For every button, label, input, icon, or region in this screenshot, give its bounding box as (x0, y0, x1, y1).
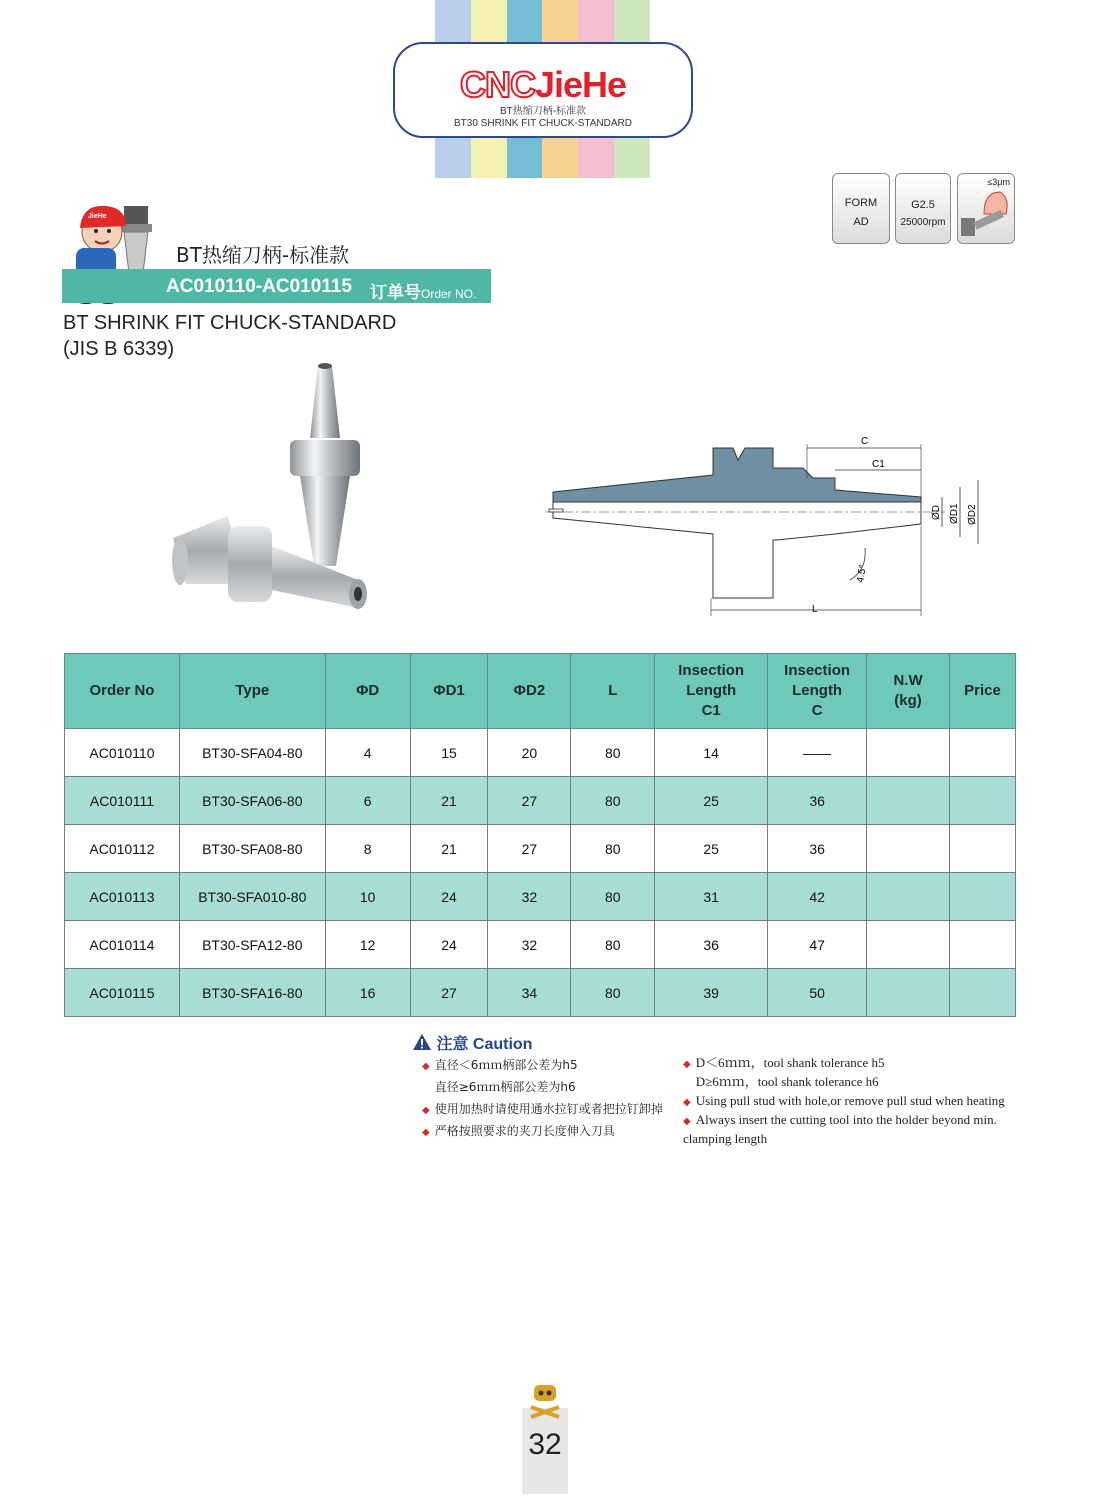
table-cell: AC010110 (65, 729, 180, 777)
column-header: ΦD2 (488, 654, 571, 729)
order-label-cn: 订单号 (370, 283, 421, 302)
table-cell: 16 (325, 969, 410, 1017)
table-cell: AC010111 (65, 777, 180, 825)
skull-ornament-icon (528, 1383, 562, 1421)
table-cell: —— (768, 729, 867, 777)
order-number-banner (62, 269, 491, 303)
caution-note-text: 严格按照要求的夹刀长度伸入刀具 (434, 1124, 615, 1138)
table-cell: AC010115 (65, 969, 180, 1017)
column-header: Insection Length C1 (655, 654, 768, 729)
dim-label-c: C (861, 436, 869, 447)
caution-note-text: Always insert the cutting tool into the holder beyond min. clamping length (683, 1112, 997, 1146)
table-cell: 80 (571, 921, 655, 969)
table-cell (867, 969, 950, 1017)
table-row (65, 777, 1016, 825)
caution-note (422, 1121, 663, 1143)
table-cell (949, 873, 1015, 921)
runout-value: ≤3μm (987, 177, 1010, 187)
brand-name (395, 64, 691, 106)
brand-logo (393, 42, 693, 138)
table-cell (949, 921, 1015, 969)
table-cell: 14 (655, 729, 768, 777)
column-header: ΦD (325, 654, 410, 729)
balance-icon (895, 173, 951, 244)
table-cell: 27 (410, 969, 488, 1017)
table-cell: 50 (768, 969, 867, 1017)
column-header: L (571, 654, 655, 729)
table-cell: 31 (655, 873, 768, 921)
dim-label-l: L (812, 604, 818, 615)
table-cell: 27 (488, 825, 571, 873)
warning-icon (412, 1033, 432, 1051)
order-label (370, 278, 476, 303)
brand-jiehe: JieHe (534, 64, 627, 105)
balance-rpm: 25000rpm (900, 217, 946, 228)
table-header-row (65, 654, 1016, 729)
caution-note-text: Using pull stud with hole,or remove pull stud when heating (695, 1093, 1005, 1108)
product-photo (168, 358, 398, 623)
caution-note-text: D＜6ｍｍ，tool shank tolerance h5 (695, 1055, 885, 1070)
table-cell: 80 (571, 729, 655, 777)
caution-note (683, 1111, 1028, 1147)
bullet-icon: ◆ (422, 1061, 430, 1072)
table-cell: 80 (571, 777, 655, 825)
table-cell: 6 (325, 777, 410, 825)
table-cell: 32 (488, 873, 571, 921)
order-range: AC010110-AC010115 (166, 276, 352, 297)
table-body (65, 729, 1016, 1017)
caution-note (683, 1073, 1028, 1092)
table-cell: BT30-SFA12-80 (179, 921, 325, 969)
column-header: N.W (kg) (867, 654, 950, 729)
caution-title-text: 注意 Caution (436, 1036, 533, 1053)
table-row (65, 825, 1016, 873)
table-cell: 4 (325, 729, 410, 777)
dim-label-d: ØD (931, 505, 942, 520)
table-cell: 24 (410, 873, 488, 921)
table-cell: 36 (768, 825, 867, 873)
table-cell: 36 (655, 921, 768, 969)
table-cell: AC010114 (65, 921, 180, 969)
caution-note (422, 1077, 663, 1099)
column-header: Order No (65, 654, 180, 729)
mascot-cap-text: JieHe (88, 213, 107, 220)
table-row (65, 921, 1016, 969)
table-cell: 80 (571, 825, 655, 873)
table-cell (867, 729, 950, 777)
caution-note (683, 1092, 1028, 1111)
table-cell (867, 873, 950, 921)
runout-icon (957, 173, 1015, 244)
table-cell (867, 777, 950, 825)
table-cell: 24 (410, 921, 488, 969)
table-cell: 20 (488, 729, 571, 777)
table-cell (949, 825, 1015, 873)
caution-note (422, 1099, 663, 1121)
table-cell: 80 (571, 969, 655, 1017)
balance-grade: G2.5 (911, 199, 935, 211)
table-cell: 27 (488, 777, 571, 825)
form-label: FORM (844, 197, 878, 209)
table-cell (949, 729, 1015, 777)
bullet-icon: ◆ (422, 1127, 430, 1138)
table-cell: 21 (410, 825, 488, 873)
column-header: Insection Length C (768, 654, 867, 729)
caution-note-text: 直径≥6ｍｍ柄部公差为h6 (434, 1080, 576, 1094)
page-number: 32 (528, 1428, 562, 1461)
bullet-icon: ◆ (683, 1097, 691, 1108)
caution-note-text: 使用加热时请使用通水拉钉或者把拉钉卸掉 (434, 1102, 663, 1116)
column-header: ΦD1 (410, 654, 488, 729)
caution-note (422, 1055, 663, 1077)
table-cell: 25 (655, 825, 768, 873)
caution-title (412, 1031, 532, 1054)
runout-drawing (958, 174, 1014, 243)
dim-label-d2: ØD2 (967, 504, 978, 525)
title-cn: BT热缩刀柄-标准款 (176, 243, 350, 267)
logo-subtitle-en: BT30 SHRINK FIT CHUCK-STANDARD (454, 118, 632, 129)
table-cell: AC010112 (65, 825, 180, 873)
table-row (65, 729, 1016, 777)
table-cell: 42 (768, 873, 867, 921)
bullet-icon: ◆ (422, 1105, 430, 1116)
order-label-en: Order NO. (421, 287, 477, 301)
technical-drawing (545, 430, 985, 625)
dim-label-d1: ØD1 (949, 503, 960, 524)
table-cell: 15 (410, 729, 488, 777)
bullet-icon: ◆ (683, 1059, 691, 1070)
brand-cnc: CNC (459, 64, 535, 105)
table-cell: 32 (488, 921, 571, 969)
table-cell: 80 (571, 873, 655, 921)
caution-note-text: 直径＜6ｍｍ柄部公差为h5 (434, 1058, 578, 1072)
title-en-line1: BT SHRINK FIT CHUCK-STANDARD (63, 312, 397, 334)
caution-notes-en (683, 1054, 1028, 1147)
column-header: Type (179, 654, 325, 729)
table-cell: 39 (655, 969, 768, 1017)
table-cell: 12 (325, 921, 410, 969)
table-cell (867, 825, 950, 873)
dim-label-c1: C1 (872, 459, 885, 470)
table-cell: 21 (410, 777, 488, 825)
bullet-icon: ◆ (683, 1116, 691, 1127)
table-cell: 47 (768, 921, 867, 969)
table-cell: 34 (488, 969, 571, 1017)
table-cell: 25 (655, 777, 768, 825)
table-cell (949, 777, 1015, 825)
table-row (65, 873, 1016, 921)
column-header: Price (949, 654, 1015, 729)
title-en-line2: (JIS B 6339) (63, 338, 175, 360)
form-value: AD (853, 216, 869, 228)
table-cell: 8 (325, 825, 410, 873)
table-cell: 10 (325, 873, 410, 921)
caution-note-text: D≥6ｍｍ，tool shank tolerance h6 (695, 1074, 879, 1089)
table-cell: BT30-SFA16-80 (179, 969, 325, 1017)
table-cell: BT30-SFA06-80 (179, 777, 325, 825)
table-cell: BT30-SFA04-80 (179, 729, 325, 777)
table-cell (949, 969, 1015, 1017)
logo-subtitle-cn: BT热缩刀柄-标准款 (499, 106, 587, 117)
caution-notes-cn (422, 1055, 663, 1143)
title-en (63, 310, 396, 362)
table-cell: 36 (768, 777, 867, 825)
table-cell: AC010113 (65, 873, 180, 921)
table-cell (867, 921, 950, 969)
dim-label-angle: 4.5° (855, 563, 870, 584)
spec-table (64, 653, 1016, 1017)
form-icon (832, 173, 890, 244)
table-cell: BT30-SFA08-80 (179, 825, 325, 873)
table-cell: BT30-SFA010-80 (179, 873, 325, 921)
caution-note (683, 1054, 1028, 1073)
table-row (65, 969, 1016, 1017)
